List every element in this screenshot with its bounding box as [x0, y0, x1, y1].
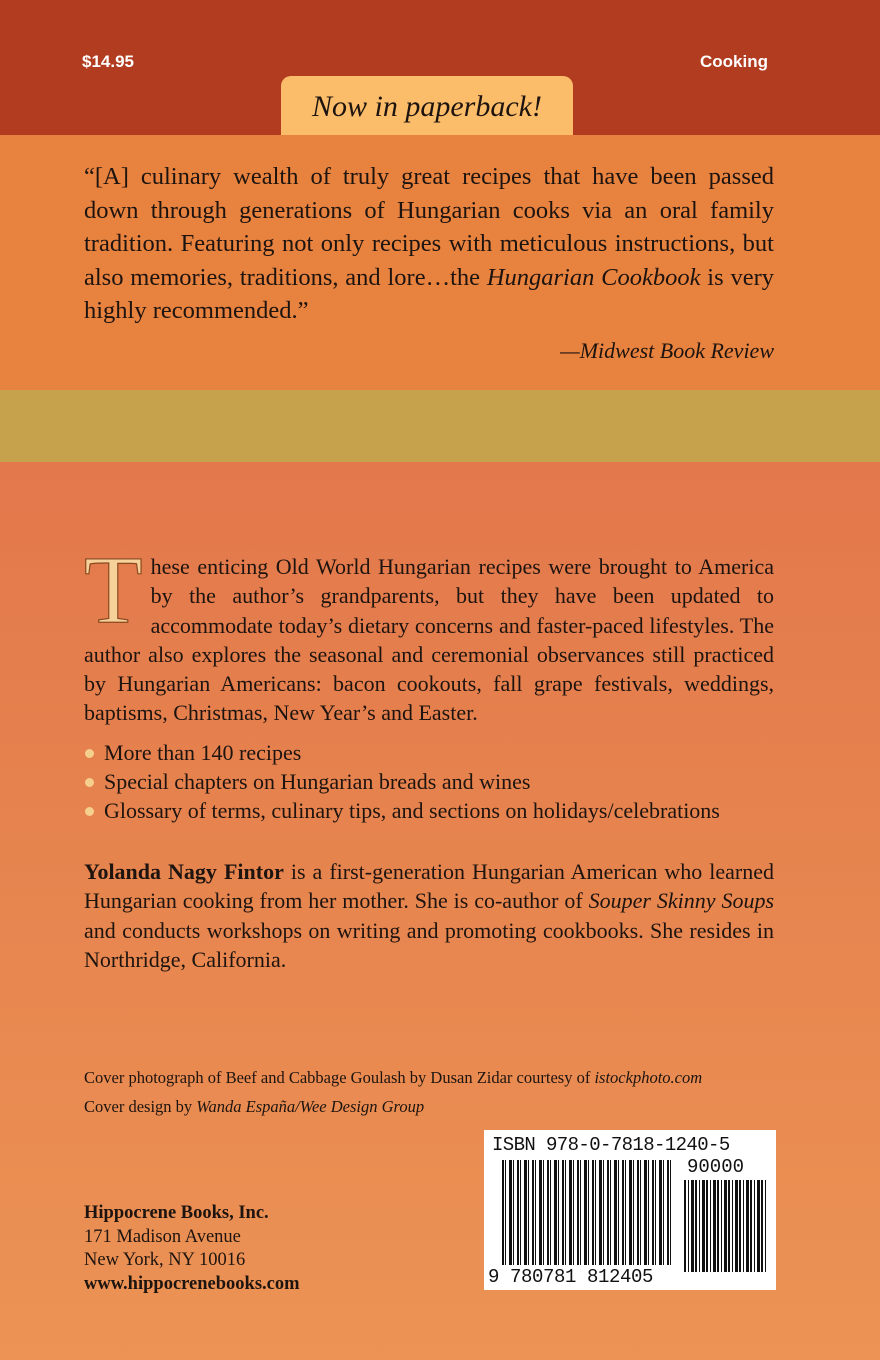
barcode-digits: 9 780781 812405 [488, 1266, 654, 1288]
book-description: These enticing Old World Hungarian recipes were brought to America by the author’s grandparents, but they have been updated to accommodate today’s dietary concerns and faster-paced lifestyles. The author also explores the seasonal and ceremonial observances still practiced by Hungarian Americans: bacon cookouts, fall grape festivals, weddings, baptisms, Christmas, New Year’s and Easter. [84, 536, 774, 726]
list-item: More than 140 recipes [84, 738, 784, 767]
addon-barcode-bars [684, 1180, 766, 1272]
author-name: Yolanda Nagy Fintor [84, 859, 284, 884]
publisher-street: 171 Madison Avenue [84, 1226, 241, 1247]
gold-band [0, 390, 880, 462]
review-quote: “[A] culinary wealth of truly great recipes that have been passed down through generations of Hungarian cooks via an oral family tradition. Featuring not only recipes with meticulous instructions, but also memories, traditions, and lore…the Hungarian Cookbook is very highly recommended.” [84, 163, 774, 324]
publisher-name: Hippocrene Books, Inc. [84, 1203, 269, 1223]
feature-list [84, 738, 784, 825]
author-bio: Yolanda Nagy Fintor is a first-generation Hungarian American who learned Hungarian cooking from her mother. She is co-author of Souper Skinny Soups and conducts workshops on writing and promoting cookbooks. She resides in Northridge, California. [84, 859, 775, 972]
photo-credit: Cover photograph of Beef and Cabbage Goulash by Dusan Zidar courtesy of istockphoto.com [84, 1068, 703, 1087]
cover-credits [84, 1063, 784, 1121]
drop-cap: T [84, 536, 143, 643]
design-credit: Cover design by Wanda España/Wee Design Group [84, 1097, 425, 1116]
publisher-block [84, 1202, 300, 1296]
barcode-bars [502, 1160, 674, 1265]
publisher-website: www.hippocrenebooks.com [84, 1273, 300, 1294]
category-label: Cooking [700, 52, 768, 71]
quote-attribution: —Midwest Book Review [560, 338, 774, 363]
list-item: Glossary of terms, culinary tips, and sections on holidays/celebrations [84, 796, 784, 825]
quote-book-title: Hungarian Cookbook [486, 263, 701, 291]
list-item: Special chapters on Hungarian breads and wines [84, 767, 784, 796]
isbn-label: ISBN 978-0-7818-1240-5 [492, 1134, 730, 1156]
barcode [484, 1130, 776, 1290]
price: $14.95 [82, 52, 134, 71]
paperback-banner: Now in paperback! [281, 76, 573, 135]
publisher-city: New York, NY 10016 [84, 1250, 246, 1270]
price-addon-code: 90000 [687, 1156, 745, 1178]
